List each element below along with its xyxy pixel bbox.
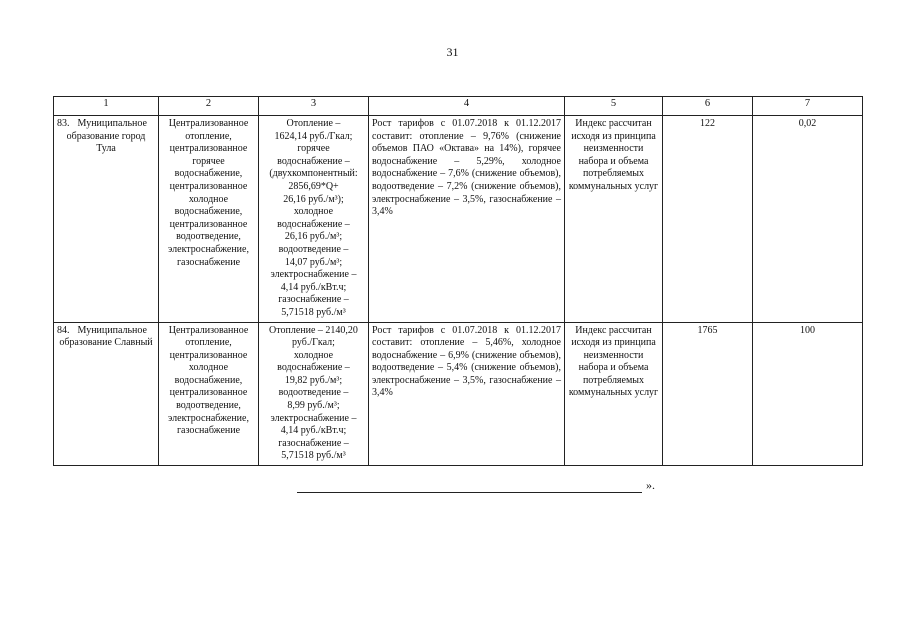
tariff-cell xyxy=(259,322,369,466)
municipality-cell xyxy=(54,116,159,323)
tariff-line: Отопление – 2140,20 xyxy=(269,324,358,336)
tariff-line: водоотведение – xyxy=(278,387,349,399)
tariff-cell xyxy=(259,116,369,323)
tariff-line: (двухкомпонентный: xyxy=(269,168,358,180)
tariff-table xyxy=(53,96,863,466)
tariff-line: 1624,14 руб./Гкал; xyxy=(274,130,353,142)
tariff-line: Отопление – xyxy=(286,118,341,129)
tariff-line: водоснабжение – xyxy=(277,362,350,374)
tariff-line: руб./Гкал; xyxy=(292,337,335,349)
column-header: 5 xyxy=(565,97,663,116)
tariff-line: 4,14 руб./кВт.ч; xyxy=(280,425,347,437)
tariff-line: электроснабжение – xyxy=(270,269,357,281)
column-header: 7 xyxy=(753,97,863,116)
tariff-line: водоснабжение – xyxy=(277,155,350,167)
municipality-name: Муниципальное образование Славный xyxy=(59,324,153,349)
tariff-line: 4,14 руб./кВт.ч; xyxy=(280,281,347,293)
column-header: 6 xyxy=(663,97,753,116)
municipality-cell xyxy=(54,322,159,466)
services-cell: Централизованное отопление, централизованное холодное водоснабжение, централизованное водоотведение, электроснабжение, газоснабжение xyxy=(159,322,259,466)
table-header-row xyxy=(54,97,863,116)
tariff-line: холодное xyxy=(293,349,334,361)
tariff-line: 5,71518 руб./м³ xyxy=(281,450,346,462)
tariff-line: водоснабжение – xyxy=(277,218,350,230)
tariff-line: электроснабжение – xyxy=(270,412,357,424)
municipality-name: Муниципальное образование город Тула xyxy=(66,118,147,155)
column-header: 4 xyxy=(369,97,565,116)
page-number: 31 xyxy=(446,45,459,59)
services-cell: Централизованное отопление, централизованное горячее водоснабжение, централизованное холодное водоснабжение, централизованное водоотведение, электроснабжение, газоснабжение xyxy=(159,116,259,323)
tariff-line: 5,71518 руб./м³ xyxy=(281,306,346,318)
tariff-growth-cell: Рост тарифов с 01.07.2018 к 01.12.2017 составит: отопление – 5,46%, холодное водоснабжение – 6,9% (снижение объемов), водоотведение – 5,4% (снижение объемов), электроснабжение – 3,5%, газоснабжение – 3,4% xyxy=(369,322,565,466)
tariff-line: 14,07 руб./м³; xyxy=(284,256,343,268)
column-7-value: 100 xyxy=(753,322,863,466)
tariff-line: 26,16 руб./м³); xyxy=(283,193,344,205)
column-header: 3 xyxy=(259,97,369,116)
tariff-line: газоснабжение – xyxy=(278,294,349,306)
column-6-value: 1765 xyxy=(663,322,753,466)
tariff-line: горячее xyxy=(297,143,330,155)
closing-quote: ». xyxy=(646,478,655,492)
column-6-value: 122 xyxy=(663,116,753,323)
index-basis-cell: Индекс рассчитан исходя из принципа неизменности набора и объема потребляемых коммунальных услуг xyxy=(565,116,663,323)
tariff-line: 26,16 руб./м³; xyxy=(284,231,343,243)
column-7-value: 0,02 xyxy=(753,116,863,323)
tariff-line: водоотведение – xyxy=(278,243,349,255)
row-number: 84. xyxy=(57,324,70,336)
column-header: 2 xyxy=(159,97,259,116)
index-basis-cell: Индекс рассчитан исходя из принципа неизменности набора и объема потребляемых коммунальных услуг xyxy=(565,322,663,466)
tariff-line: газоснабжение – xyxy=(278,437,349,449)
tariff-line: холодное xyxy=(293,206,334,218)
table-row xyxy=(54,322,863,466)
row-number: 83. xyxy=(57,118,70,129)
column-header: 1 xyxy=(54,97,159,116)
tariff-line: 19,82 руб./м³; xyxy=(284,374,343,386)
table-row xyxy=(54,116,863,323)
closing-line xyxy=(297,478,655,493)
tariff-line: 8,99 руб./м³; xyxy=(287,400,340,412)
tariff-line: 2856,69*Q+ xyxy=(288,180,339,192)
signature-rule xyxy=(297,482,642,493)
tariff-growth-cell: Рост тарифов с 01.07.2018 к 01.12.2017 составит: отопление – 9,76% (снижение объемов ПАО «Октава» на 14%), горячее водоснабжение – 5,29%, холодное водоснабжение – 7,6% (снижение объемов), водоотведение – 7,2% (снижение объемов), электроснабжение – 3,5%, газоснабжение – 3,4% xyxy=(369,116,565,323)
